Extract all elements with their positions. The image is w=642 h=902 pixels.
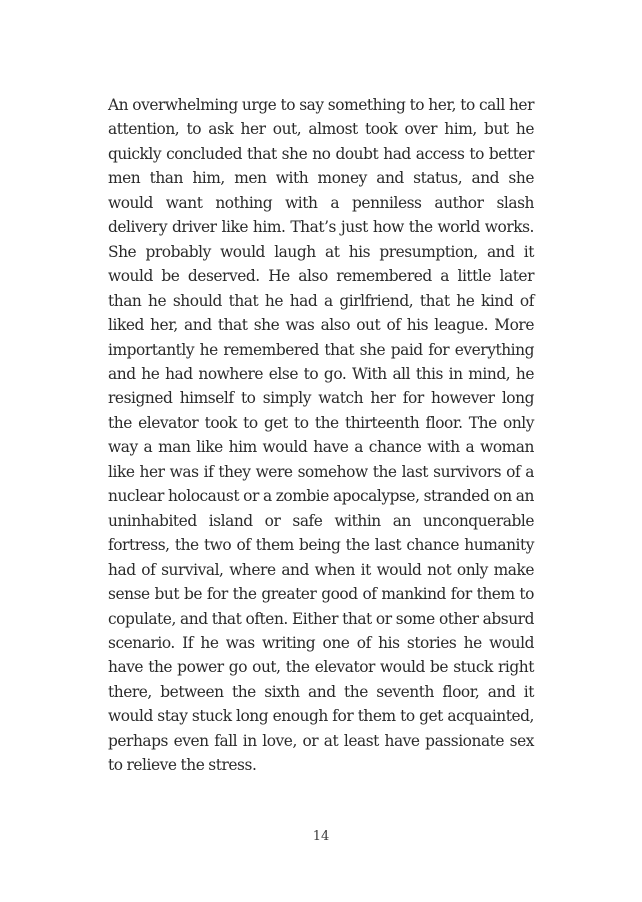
body-paragraph: An overwhelming urge to say something to her, to call her attention, to ask her out, almost took over him, but he quickly concluded that she no doubt had access to better men than him, men with money and status, and she would want nothing with a penniless author slash delivery driver like him. That’s just how the world works. She probably would laugh at his presumption, and it would be deserved. He also remembered a little later than he should that he had a girlfriend, that he kind of liked her, and that she was also out of his league. More importantly he remembered that she paid for everything and he had nowhere else to go. With all this in mind, he resigned himself to simply watch her for however long the elevator took to get to the thirteenth floor. The only way a man like him would have a chance with a woman like her was if they were somehow the last survivors of a nuclear holocaust or a zombie apocalypse, stranded on an uninhabited island or safe within an unconquerable fortress, the two of them being the last chance humanity had of survival, where and when it would not only make sense but be for the greater good of mankind for them to copulate, and that often. Either that or some other absurd scenario. If he was writing one of his stories he would have the power go out, the elevator would be stuck right there, between the sixth and the seventh floor, and it would stay stuck long enough for them to get acquainted, perhaps even fall in love, or at least have passionate sex to relieve the stress. <box>108 96 534 775</box>
page-number: 14 <box>312 829 330 844</box>
